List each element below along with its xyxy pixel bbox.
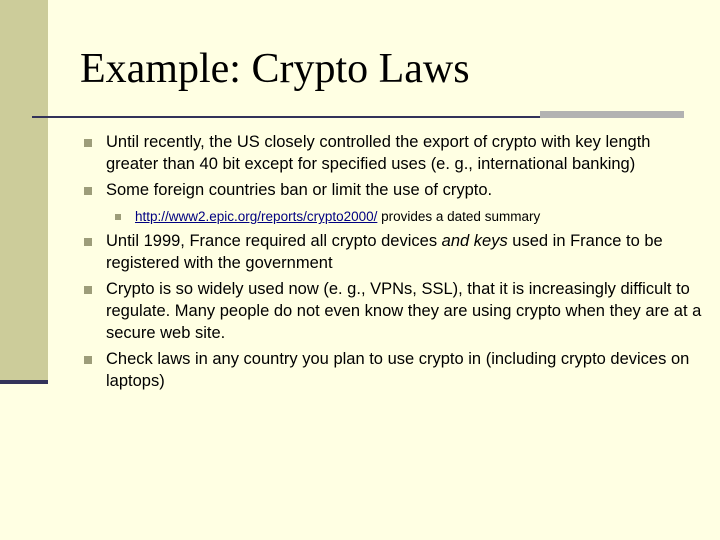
- bullet-item: [84, 348, 704, 392]
- bullet-text-start: Until 1999, France required all crypto devices: [106, 232, 442, 250]
- square-bullet-icon: [84, 286, 92, 294]
- title-underline-accent: [540, 111, 684, 118]
- square-bullet-icon: [84, 139, 92, 147]
- slide-content: [84, 131, 704, 396]
- left-band-divider: [0, 380, 48, 384]
- bullet-item: [84, 179, 704, 201]
- bullet-item: [84, 230, 704, 274]
- left-decorative-band: [0, 0, 48, 380]
- bullet-item: [84, 131, 704, 175]
- square-bullet-icon: [84, 187, 92, 195]
- title-underline: [32, 116, 540, 118]
- bullet-text: Check laws in any country you plan to use crypto in (including crypto devices on laptops): [106, 350, 690, 390]
- bullet-emphasis: and keys: [441, 232, 508, 250]
- slide-title: Example: Crypto Laws: [80, 46, 470, 92]
- bullet-item: [84, 278, 704, 344]
- square-bullet-icon: [84, 356, 92, 364]
- square-bullet-icon: [84, 238, 92, 246]
- square-bullet-icon: [115, 214, 121, 220]
- bullet-text-end: used in France to be registered with the government: [106, 232, 663, 272]
- bullet-text: Until recently, the US closely controlled the export of crypto with key length greater than 40 bit except for specified uses (e. g., international banking): [106, 133, 651, 173]
- bullet-text: Some foreign countries ban or limit the use of crypto.: [106, 181, 493, 199]
- sub-bullet-text: provides a dated summary: [377, 209, 541, 224]
- epic-report-link[interactable]: http://www2.epic.org/reports/crypto2000/: [135, 209, 378, 224]
- sub-bullet-item: [115, 207, 704, 227]
- bullet-text: Crypto is so widely used now (e. g., VPNs, SSL), that it is increasingly difficult to regulate. Many people do not even know they are using crypto when they are at a secure web site.: [106, 280, 702, 342]
